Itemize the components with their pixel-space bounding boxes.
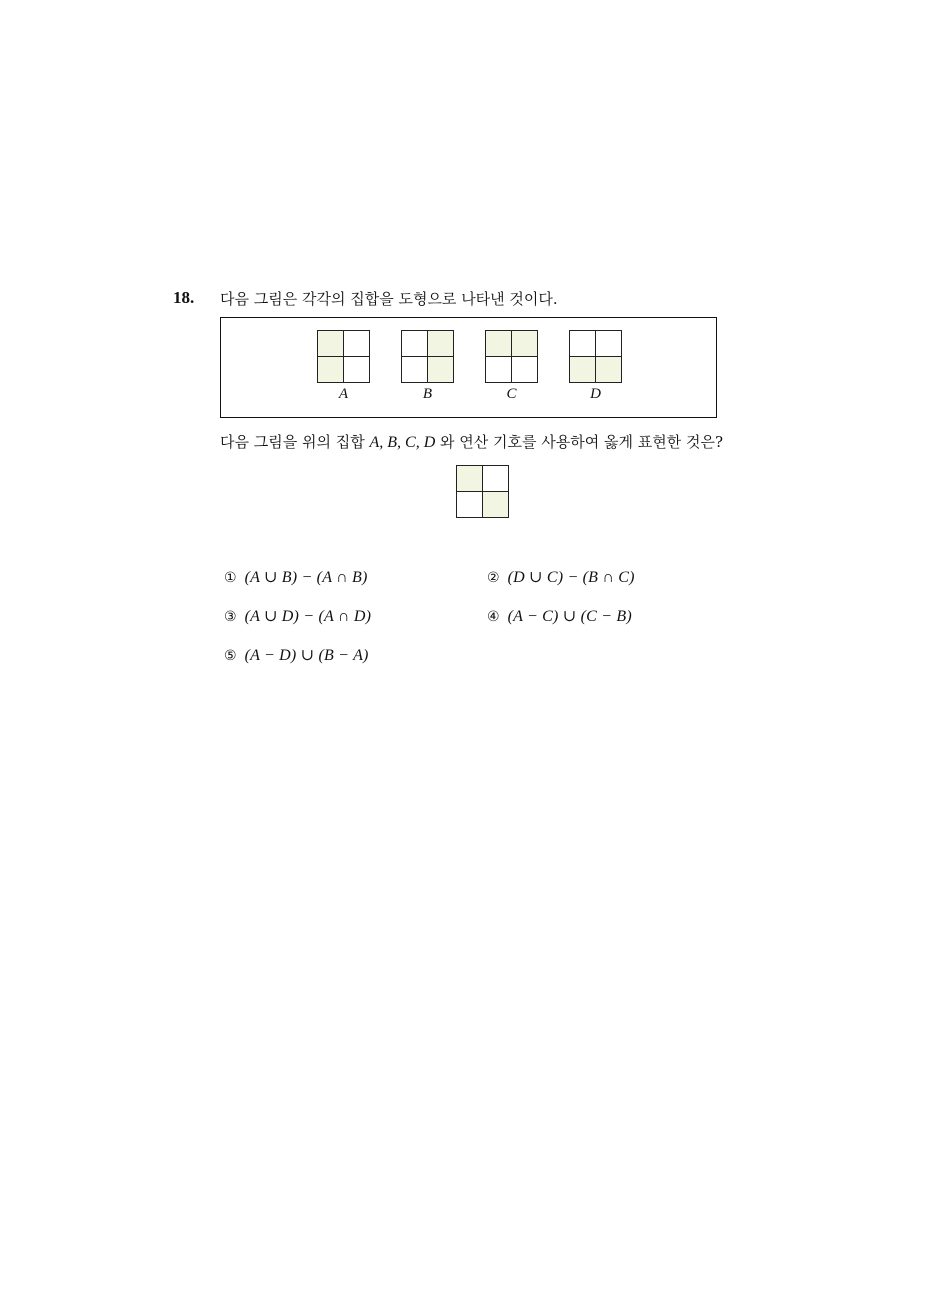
question-number: 18. (173, 288, 195, 307)
grid-cell (483, 492, 509, 518)
set-d-grid (569, 330, 622, 383)
choice-5-mark: ⑤ (224, 648, 237, 664)
choice-5[interactable] (224, 645, 369, 665)
sub-question-prefix: 다음 그림을 위의 집합 (220, 433, 370, 451)
grid-cell (428, 357, 454, 383)
grid-cell (486, 331, 512, 357)
target-figure-grid (456, 465, 509, 518)
sets-figure-box (220, 317, 717, 418)
grid-cell (512, 357, 538, 383)
choice-1[interactable] (224, 567, 368, 587)
choice-4-expression: (A − C) ∪ (C − B) (507, 608, 632, 625)
grid-cell (596, 357, 622, 383)
sub-question-sets: A, B, C, D (369, 434, 436, 451)
sub-question-suffix: 와 연산 기호를 사용하여 옳게 표현한 것은? (435, 433, 724, 451)
set-c-label: C (506, 386, 517, 402)
set-c-grid (485, 330, 538, 383)
choice-5-expression: (A − D) ∪ (B − A) (244, 647, 369, 664)
grid-cell (486, 357, 512, 383)
choice-1-mark: ① (224, 570, 237, 586)
grid-cell (483, 466, 509, 492)
grid-cell (512, 331, 538, 357)
choice-4-mark: ④ (487, 609, 500, 625)
choice-2-expression: (D ∪ C) − (B ∩ C) (507, 569, 635, 586)
grid-cell (318, 357, 344, 383)
grid-cell (402, 357, 428, 383)
choice-2-mark: ② (487, 570, 500, 586)
grid-cell (344, 331, 370, 357)
choice-3-mark: ③ (224, 609, 237, 625)
choice-4[interactable] (487, 606, 632, 626)
grid-cell (596, 331, 622, 357)
grid-cell (318, 331, 344, 357)
set-a-grid (317, 330, 370, 383)
grid-cell (570, 357, 596, 383)
set-b-grid (401, 330, 454, 383)
question-text: 다음 그림은 각각의 집합을 도형으로 나타낸 것이다. (220, 290, 558, 308)
choice-1-expression: (A ∪ B) − (A ∩ B) (244, 569, 368, 586)
choice-2[interactable] (487, 567, 635, 587)
set-d-label: D (590, 386, 601, 402)
grid-cell (457, 492, 483, 518)
choice-3-expression: (A ∪ D) − (A ∩ D) (244, 608, 372, 625)
set-b-label: B (422, 386, 433, 402)
set-a-label: A (338, 386, 349, 402)
grid-cell (570, 331, 596, 357)
grid-cell (428, 331, 454, 357)
sub-question (220, 431, 723, 452)
grid-cell (402, 331, 428, 357)
choice-3[interactable] (224, 606, 371, 626)
grid-cell (344, 357, 370, 383)
grid-cell (457, 466, 483, 492)
